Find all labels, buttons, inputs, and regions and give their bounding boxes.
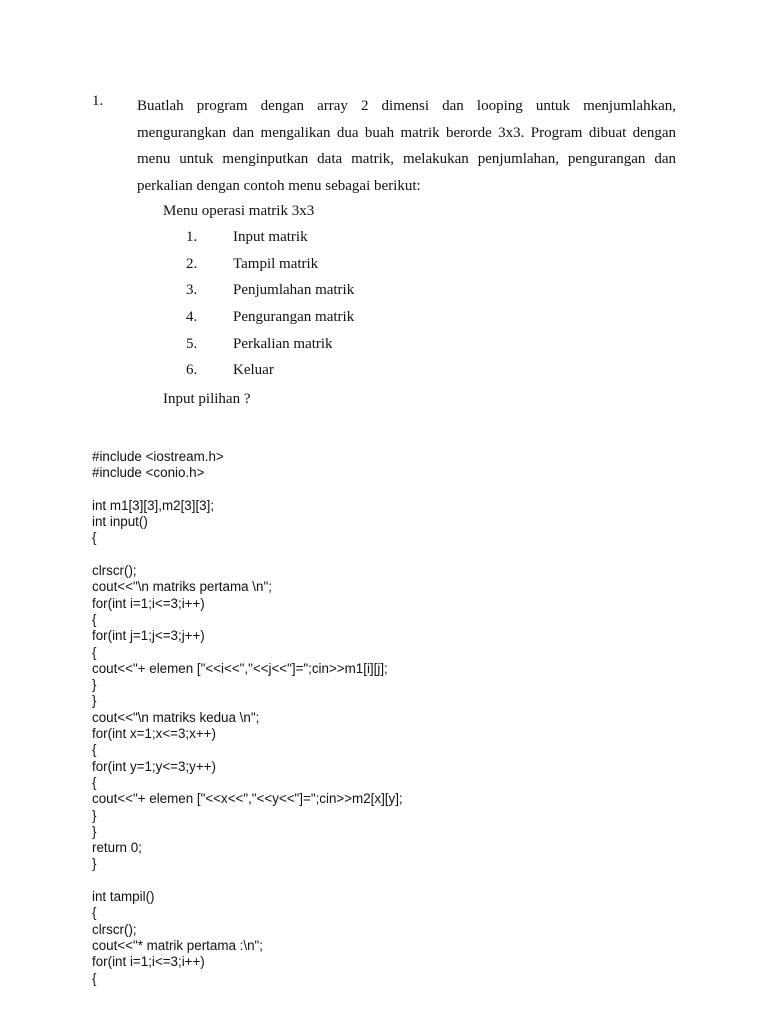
code-line: cout<<"\n matriks kedua \n"; xyxy=(92,709,260,725)
question-number: 1. xyxy=(92,93,104,109)
menu-item-label: Input matrik xyxy=(233,229,308,245)
code-line: int tampil() xyxy=(92,889,155,905)
code-line: { xyxy=(92,774,97,790)
code-line: cout<<"\n matriks pertama \n"; xyxy=(92,579,272,595)
code-line: } xyxy=(92,693,97,709)
code-line: return 0; xyxy=(92,840,142,856)
menu-item-number: 2. xyxy=(186,255,198,272)
code-line: clrscr(); xyxy=(92,921,137,937)
code-line: { xyxy=(92,905,97,921)
code-line: clrscr(); xyxy=(92,563,137,579)
menu-title: Menu operasi matrik 3x3 xyxy=(163,203,315,219)
code-line: } xyxy=(92,807,97,823)
code-block xyxy=(92,449,403,987)
code-line: cout<<"+ elemen ["<<i<<","<<j<<"]=";cin>>m1[i][j]; xyxy=(92,660,388,676)
code-line: } xyxy=(92,856,97,872)
code-line: #include <conio.h> xyxy=(92,465,205,481)
menu-item-label: Penjumlahan matrik xyxy=(233,282,355,299)
menu-item-number: 6. xyxy=(186,362,198,379)
menu-item-number: 3. xyxy=(186,282,198,299)
code-line: } xyxy=(92,823,97,839)
menu-item-label: Perkalian matrik xyxy=(233,335,333,352)
code-line xyxy=(92,873,403,889)
code-line: { xyxy=(92,970,97,986)
code-line: { xyxy=(92,611,97,627)
menu-item-label: Pengurangan matrik xyxy=(233,309,355,326)
code-line xyxy=(92,482,403,498)
code-line: for(int i=1;i<=3;i++) xyxy=(92,954,205,970)
code-line: for(int x=1;x<=3;x++) xyxy=(92,726,216,742)
code-line xyxy=(92,547,403,563)
menu-item-number: 1. xyxy=(186,229,198,245)
code-line: for(int i=1;i<=3;i++) xyxy=(92,595,205,611)
code-line: { xyxy=(92,530,97,546)
code-line: } xyxy=(92,677,97,693)
code-line: int input() xyxy=(92,514,148,530)
code-line: #include <iostream.h> xyxy=(92,449,224,464)
code-line: cout<<"+ elemen ["<<x<<","<<y<<"]=";cin>>m2[x][y]; xyxy=(92,791,403,807)
menu-prompt: Input pilihan ? xyxy=(163,391,251,407)
code-line: cout<<"* matrik pertama :\n"; xyxy=(92,937,264,953)
code-line: { xyxy=(92,644,97,660)
menu-item-number: 4. xyxy=(186,309,198,326)
menu-item-label: Keluar xyxy=(233,362,274,379)
code-line: { xyxy=(92,742,97,758)
code-line: for(int j=1;j<=3;j++) xyxy=(92,628,205,644)
code-line: int m1[3][3],m2[3][3]; xyxy=(92,497,215,513)
code-line: for(int y=1;y<=3;y++) xyxy=(92,758,216,774)
menu-item-number: 5. xyxy=(186,335,198,352)
menu-item-label: Tampil matrik xyxy=(233,255,319,272)
question-text: Buatlah program dengan array 2 dimensi dan looping untuk menjumlahkan, mengurangkan dan mengalikan dua buah matrik berorde 3x3. Program dibuat dengan menu untuk menginputkan data matrik, melakukan penjumlahan, pengurangan dan perkalian dengan contoh menu sebagai berikut: xyxy=(137,98,676,194)
